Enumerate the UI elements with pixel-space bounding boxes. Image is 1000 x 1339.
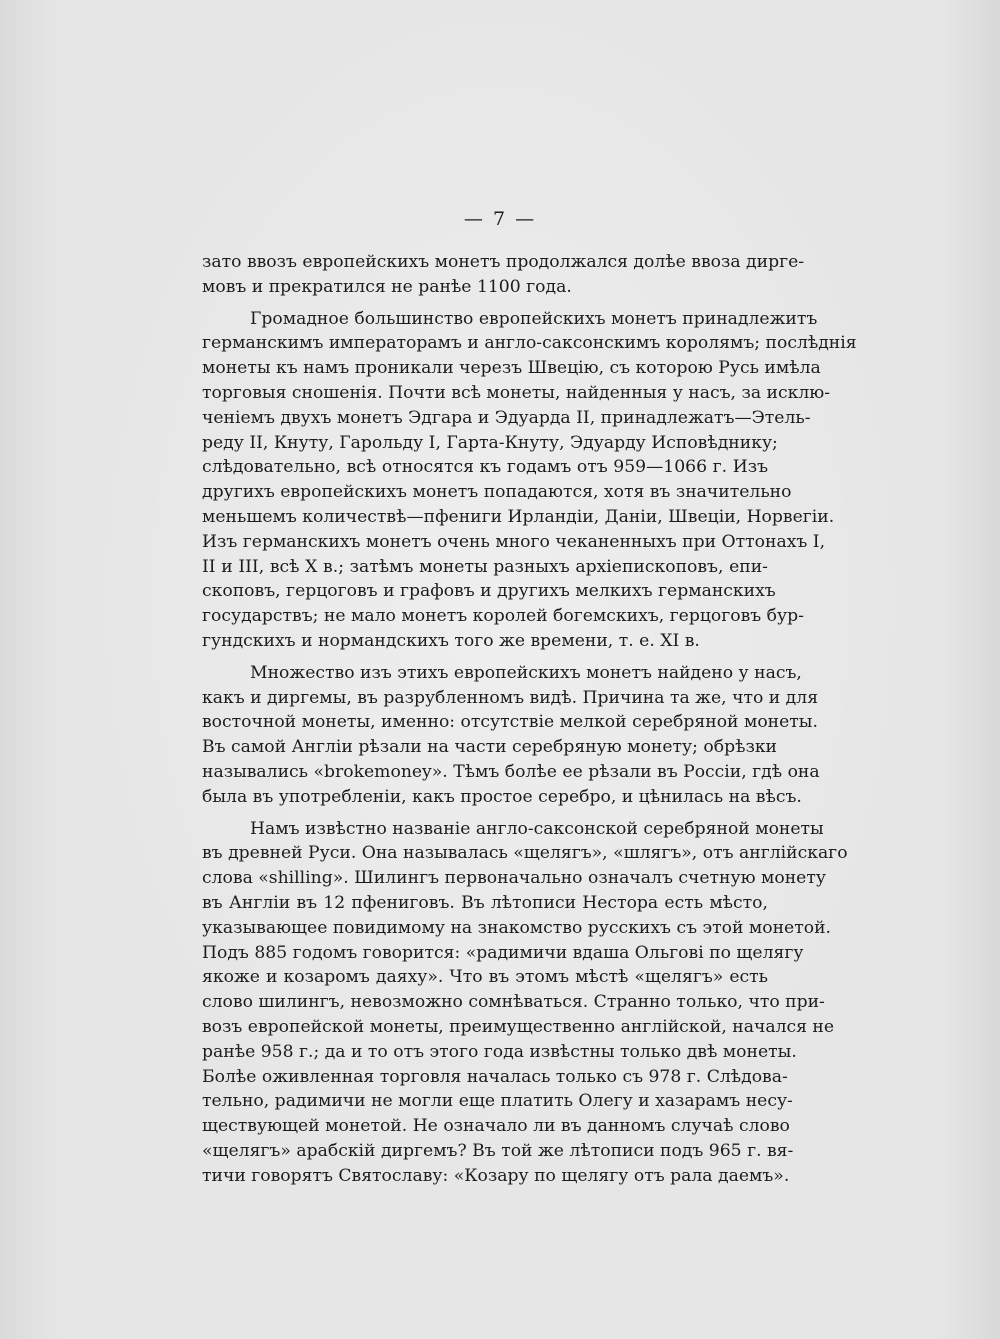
text-line: мовъ и прекратился не ранѣе 1100 года. — [202, 276, 572, 297]
text-line: монеты къ намъ проникали черезъ Швецію, съ которою Русь имѣла — [202, 358, 821, 379]
text-line: назывались «brokemoney». Тѣмъ болѣе ее рѣзали въ Россіи, гдѣ она — [202, 761, 820, 782]
text-line: «щелягъ» арабскій диргемъ? Въ той же лѣтописи подъ 965 г. вя- — [202, 1140, 794, 1161]
text-line: якоже и козаромъ даяху». Что въ этомъ мѣстѣ «щелягъ» есть — [202, 967, 768, 988]
text-line: торговыя сношенія. Почти всѣ монеты, найденныя у насъ, за исклю- — [202, 382, 831, 403]
text-line: возъ европейской монеты, преимущественно англійской, начался не — [202, 1016, 835, 1037]
text-line: Болѣе оживленная торговля началась только съ 978 г. Слѣдова- — [202, 1066, 788, 1087]
text-line: германскимъ императорамъ и англо-саксонскимъ королямъ; послѣднія — [202, 333, 857, 354]
paragraph — [202, 307, 857, 654]
text-line: Изъ германскихъ монетъ очень много чеканенныхъ при Оттонахъ I, — [202, 531, 826, 552]
text-line: другихъ европейскихъ монетъ попадаются, хотя въ значительно — [202, 482, 792, 503]
text-line: тельно, радимичи не могли еще платить Олегу и хазарамъ несу- — [202, 1091, 793, 1112]
text-line: ченіемъ двухъ монетъ Эдгара и Эдуарда II, принадлежатъ—Этель- — [202, 407, 811, 428]
text-line: ранѣе 958 г.; да и то отъ этого года извѣстны только двѣ монеты. — [202, 1041, 797, 1062]
text-line: Подъ 885 годомъ говорится: «радимичи вдаша Ольгові по щелягу — [202, 942, 804, 963]
paragraph — [202, 250, 805, 300]
paragraph — [202, 817, 848, 1189]
text-line: въ древней Руси. Она называлась «щелягъ», «шлягъ», отъ англійскаго — [202, 843, 848, 864]
text-line: Громадное большинство европейскихъ монетъ принадлежитъ — [250, 308, 818, 329]
text-line: меньшемъ количествѣ—пфениги Ирландіи, Даніи, Швеціи, Норвегіи. — [202, 506, 835, 527]
text-line: Множество изъ этихъ европейскихъ монетъ найдено у насъ, — [250, 662, 802, 683]
text-line: восточной монеты, именно: отсутствіе мелкой серебряной монеты. — [202, 712, 818, 733]
text-line: слѣдовательно, всѣ относятся къ годамъ отъ 959—1066 г. Изъ — [202, 457, 768, 478]
text-line: Намъ извѣстно названіе англо-саксонской серебряной монеты — [250, 818, 824, 839]
text-line: слово шилингъ, невозможно сомнѣваться. Странно только, что при- — [202, 992, 825, 1013]
body-text — [202, 250, 857, 1188]
text-line: Въ самой Англіи рѣзали на части серебряную монету; обрѣзки — [202, 737, 778, 758]
text-line: слова «shilling». Шилингъ первоначально означалъ счетную монету — [202, 868, 826, 889]
text-line: скоповъ, герцоговъ и графовъ и другихъ мелкихъ германскихъ — [202, 581, 776, 602]
text-line: зато ввозъ европейскихъ монетъ продолжался долѣе ввоза дирге- — [202, 252, 805, 272]
text-line: II и III, всѣ X в.; затѣмъ монеты разныхъ архіепископовъ, епи- — [202, 556, 768, 577]
text-line: тичи говорятъ Святославу: «Козару по щелягу отъ рала даемъ». — [202, 1165, 790, 1186]
paragraph — [202, 661, 820, 810]
text-line: была въ употребленіи, какъ простое серебро, и цѣнилась на вѣсъ. — [202, 786, 802, 807]
page-number: — 7 — — [463, 208, 537, 230]
text-line: какъ и диргемы, въ разрубленномъ видѣ. Причина та же, что и для — [202, 687, 819, 708]
text-line: реду II, Кнуту, Гарольду I, Гарта-Кнуту, Эдуарду Исповѣднику; — [202, 432, 778, 453]
text-line: ществующей монетой. Не означало ли въ данномъ случаѣ слово — [202, 1116, 790, 1137]
text-line: гундскихъ и нормандскихъ того же времени, т. е. XI в. — [202, 630, 700, 651]
text-line: указывающее повидимому на знакомство русскихъ съ этой монетой. — [202, 917, 831, 938]
text-line: государствъ; не мало монетъ королей богемскихъ, герцоговъ бур- — [202, 606, 804, 627]
text-line: въ Англіи въ 12 пфениговъ. Въ лѣтописи Нестора есть мѣсто, — [202, 892, 768, 913]
